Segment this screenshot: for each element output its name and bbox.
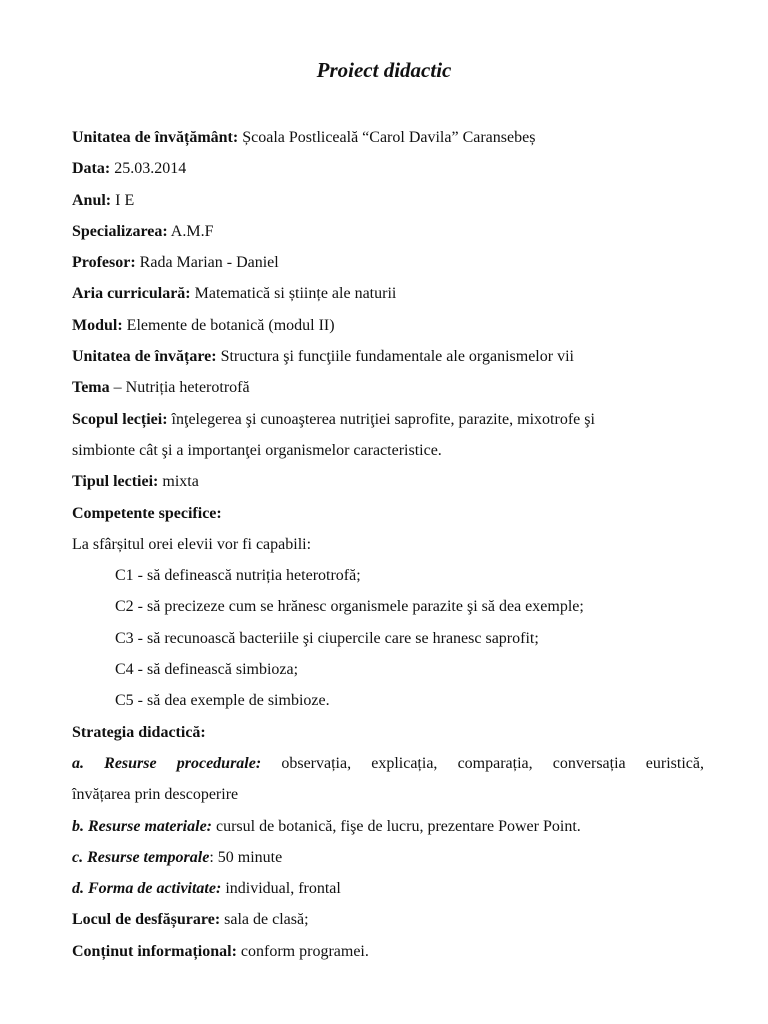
strategia-label: c. Resurse temporale — [72, 848, 210, 866]
field-value: Matematică si științe ale naturii — [190, 285, 397, 303]
field-label: Unitatea de învățare: — [72, 348, 217, 366]
strategia-heading: Strategia didactică: — [72, 723, 206, 741]
strategia-label: b. Resurse materiale: — [72, 817, 212, 835]
competente-heading: Competente specifice: — [72, 504, 222, 522]
field-scopul — [72, 404, 704, 435]
field-profesor — [72, 247, 704, 278]
field-anul — [72, 185, 704, 216]
field-value: Rada Marian - Daniel — [135, 254, 279, 272]
field-label: Specializarea: — [72, 222, 168, 240]
field-label: Scopul lecției: — [72, 410, 168, 428]
field-data — [72, 153, 704, 184]
competenta-item: C3 - să recunoască bacteriile şi ciupercile care se hranesc saprofit; — [115, 629, 539, 647]
field-label: Data: — [72, 160, 111, 178]
strategia-a — [72, 748, 704, 779]
field-unitatea — [72, 122, 704, 153]
competenta-item: C2 - să precizeze cum se hrănesc organismele parazite şi să dea exemple; — [115, 598, 584, 616]
field-value: A.M.F — [167, 222, 214, 240]
field-tipul — [72, 466, 704, 497]
strategia-value: individual, frontal — [221, 880, 341, 898]
field-continut — [72, 936, 704, 967]
competenta-item: C5 - să dea exemple de simbioze. — [115, 692, 330, 710]
field-specializarea — [72, 216, 704, 247]
field-value: Școala Postliceală “Carol Davila” Caransebeș — [238, 129, 536, 146]
field-label: Modul: — [72, 316, 123, 334]
field-value: – Nutriția heterotrofă — [109, 379, 250, 397]
strategia-b — [72, 811, 704, 842]
field-value: înţelegerea şi cunoaşterea nutriţiei saprofite, parazite, mixotrofe şi — [167, 410, 595, 428]
field-label: Anul: — [72, 191, 112, 209]
field-value: conform programei. — [236, 942, 369, 960]
field-label: Tipul lectiei: — [72, 473, 159, 491]
field-label: Unitatea de învățământ: — [72, 129, 239, 146]
field-value: I E — [111, 191, 135, 209]
strategia-label: d. Forma de activitate: — [72, 880, 222, 898]
strategia-value: observația, explicația, comparația, conversația euristică, — [261, 754, 704, 772]
field-aria — [72, 278, 704, 309]
field-label: Conținut informațional: — [72, 942, 237, 960]
field-value: sala de clasă; — [220, 911, 309, 929]
field-value: 25.03.2014 — [110, 160, 187, 178]
strategia-value: cursul de botanică, fişe de lucru, prezentare Power Point. — [212, 817, 581, 835]
field-label: Aria curriculară: — [72, 285, 191, 303]
document-title: Proiect didactic — [316, 58, 452, 82]
field-value: Structura şi funcţiile fundamentale ale organismelor vii — [216, 348, 574, 366]
field-tema — [72, 372, 704, 403]
field-scopul-continued: simbionte cât şi a importanţei organismelor caracteristice. — [72, 441, 442, 459]
field-value: Elemente de botanică (modul II) — [122, 316, 335, 334]
strategia-c — [72, 842, 704, 873]
competente-intro: La sfârșitul orei elevii vor fi capabili: — [72, 535, 312, 553]
strategia-a-continued: învățarea prin descoperire — [72, 786, 239, 804]
field-value: mixta — [158, 473, 199, 491]
field-label: Tema — [72, 379, 110, 397]
strategia-value: : 50 minute — [209, 848, 283, 866]
document-body — [72, 122, 704, 967]
strategia-label: a. Resurse procedurale: — [72, 754, 262, 772]
competenta-item: C1 - să definească nutriția heterotrofă; — [115, 567, 361, 585]
field-modul — [72, 310, 704, 341]
field-locul — [72, 904, 704, 935]
field-label: Locul de desfășurare: — [72, 911, 221, 929]
competenta-item: C4 - să definească simbioza; — [115, 661, 299, 679]
field-label: Profesor: — [72, 254, 136, 272]
field-unitatea-invatare — [72, 341, 704, 372]
strategia-d — [72, 873, 704, 904]
